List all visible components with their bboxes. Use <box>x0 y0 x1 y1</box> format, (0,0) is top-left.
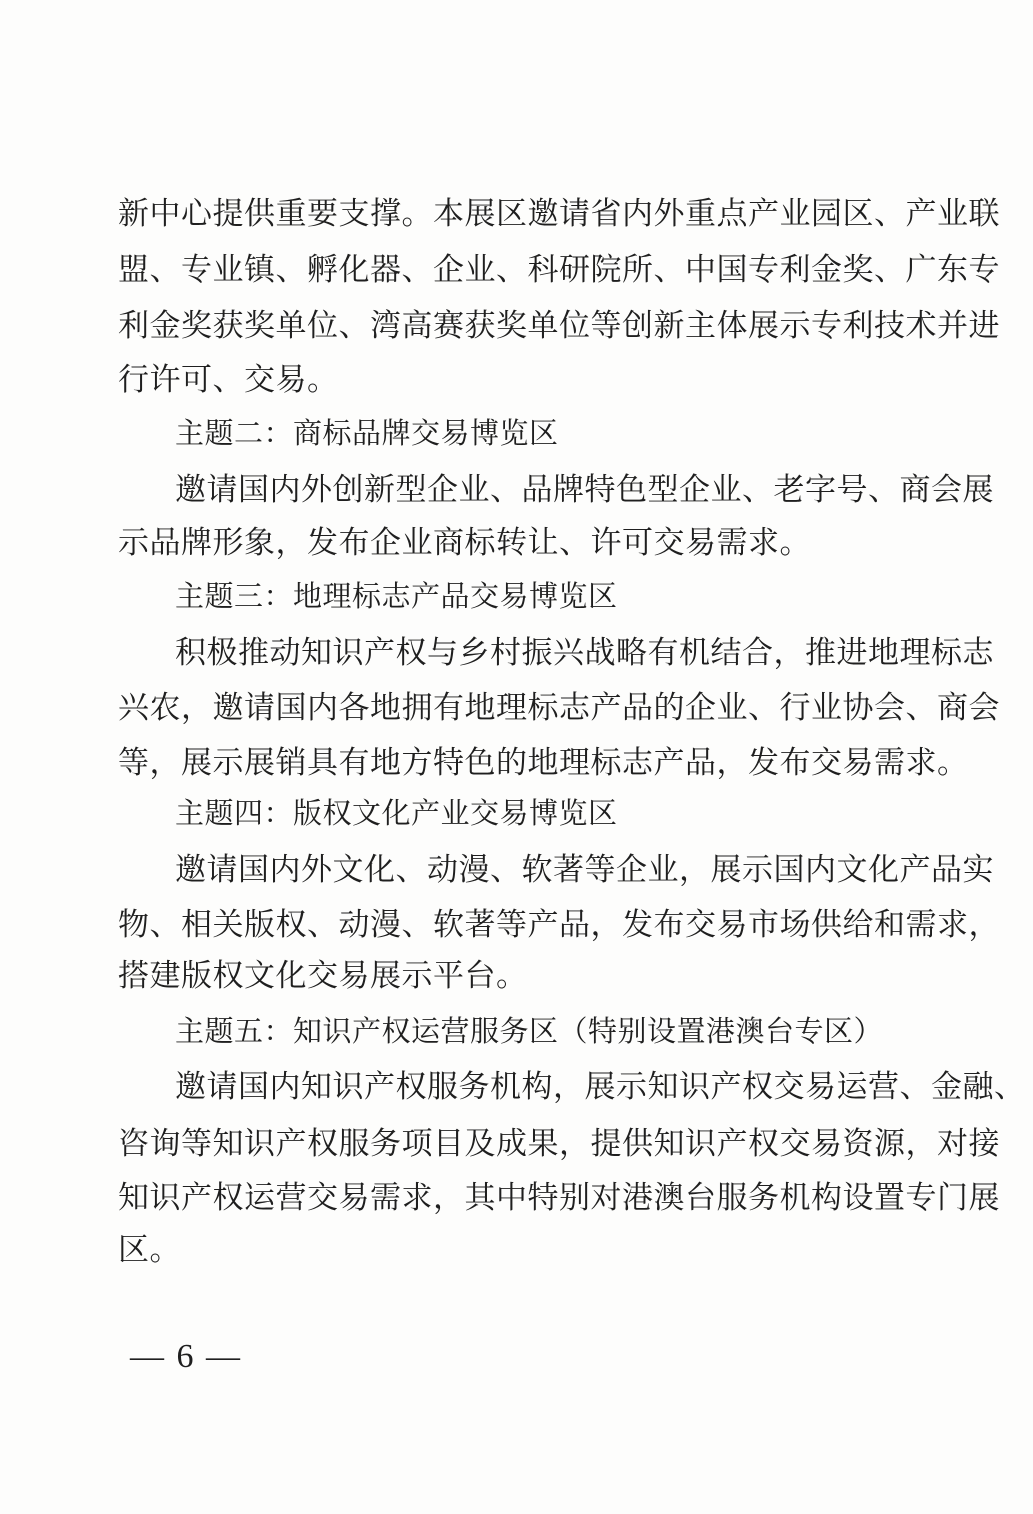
section-heading-5: 主题五：知识产权运营服务区（特别设置港澳台专区） <box>175 1014 884 1048</box>
body-line: 搭建版权文化交易展示平台。 <box>118 958 528 994</box>
body-line: 新中心提供重要支撑。本展区邀请省内外重点产业园区、产业联 <box>118 196 1000 232</box>
page-number: — 6 — <box>130 1338 242 1375</box>
body-line: 咨询等知识产权服务项目及成果，提供知识产权交易资源，对接 <box>118 1126 1000 1162</box>
body-line: 积极推动知识产权与乡村振兴战略有机结合，推进地理标志 <box>175 635 994 671</box>
body-line: 等，展示展销具有地方特色的地理标志产品，发布交易需求。 <box>118 745 969 781</box>
body-line: 盟、专业镇、孵化器、企业、科研院所、中国专利金奖、广东专 <box>118 252 1000 288</box>
body-line: 物、相关版权、动漫、软著等产品，发布交易市场供给和需求， <box>118 907 1000 943</box>
body-line: 利金奖获奖单位、湾高赛获奖单位等创新主体展示专利技术并进 <box>118 308 1000 344</box>
body-line: 邀请国内知识产权服务机构，展示知识产权交易运营、金融、 <box>175 1069 1026 1105</box>
body-line: 示品牌形象，发布企业商标转让、许可交易需求。 <box>118 525 811 561</box>
body-line: 行许可、交易。 <box>118 362 339 398</box>
section-heading-3: 主题三：地理标志产品交易博览区 <box>175 579 618 613</box>
body-line: 区。 <box>118 1232 181 1268</box>
section-heading-4: 主题四：版权文化产业交易博览区 <box>175 796 618 830</box>
body-line: 邀请国内外创新型企业、品牌特色型企业、老字号、商会展 <box>175 472 994 508</box>
body-line: 兴农，邀请国内各地拥有地理标志产品的企业、行业协会、商会 <box>118 690 1000 726</box>
body-line: 知识产权运营交易需求，其中特别对港澳台服务机构设置专门展 <box>118 1180 1000 1216</box>
section-heading-2: 主题二：商标品牌交易博览区 <box>175 416 559 450</box>
body-line: 邀请国内外文化、动漫、软著等企业，展示国内文化产品实 <box>175 852 994 888</box>
